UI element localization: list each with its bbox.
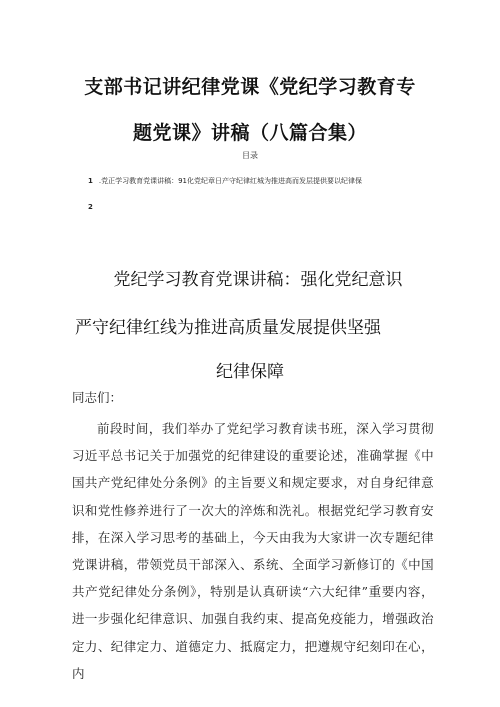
toc-heading: 目录 bbox=[242, 151, 258, 160]
salutation: 同志们： bbox=[72, 390, 123, 405]
section-title-line-1: 党纪学习教育党课讲稿：强化党纪意识 bbox=[113, 270, 403, 290]
toc-item-number: 1 bbox=[88, 177, 93, 185]
document-title-line-2: 题党课》讲稿（八篇合集） bbox=[132, 122, 367, 144]
section-title-line-3: 纪律保障 bbox=[216, 362, 284, 382]
toc-item-text: .党正学习教育党课讲稿：91化党纪章日产守纪律红城为推进高而发层提供要以纪律保 bbox=[98, 177, 363, 185]
toc-item[interactable] bbox=[88, 203, 99, 211]
toc-item[interactable] bbox=[88, 176, 362, 186]
section-title-line-2: 严守纪律红线为推进高质量发展提供坚强 bbox=[75, 318, 381, 338]
toc-item-number: 2 bbox=[88, 203, 93, 211]
body-paragraph: 前段时间，我们举办了党纪学习教育读书班，深入学习贯彻习近平总书记关于加强党的纪律建设的重要论述，准确掌握《中国共产党纪律处分条例》的主旨要义和规定要求，对自身纪律意识和党性修养进行了一次大的淬炼和洗礼。根据党纪学习教育安排，在深入学习思考的基础上，今天由我为大家讲一次专题纪律党课讲稿，带领党员干部深入、系统、全面学习新修订的《中国共产党纪律处分条例》，特别是认真研读“六大纪律”重要内容，进一步强化纪律意识、加强自我约束、提高免疫能力，增强政治定力、纪律定力、道德定力、抵腐定力，把遵规守纪刻印在心，内 bbox=[72, 421, 434, 681]
document-title-line-1: 支部书记讲纪律党课《党纪学习教育专 bbox=[84, 76, 416, 98]
